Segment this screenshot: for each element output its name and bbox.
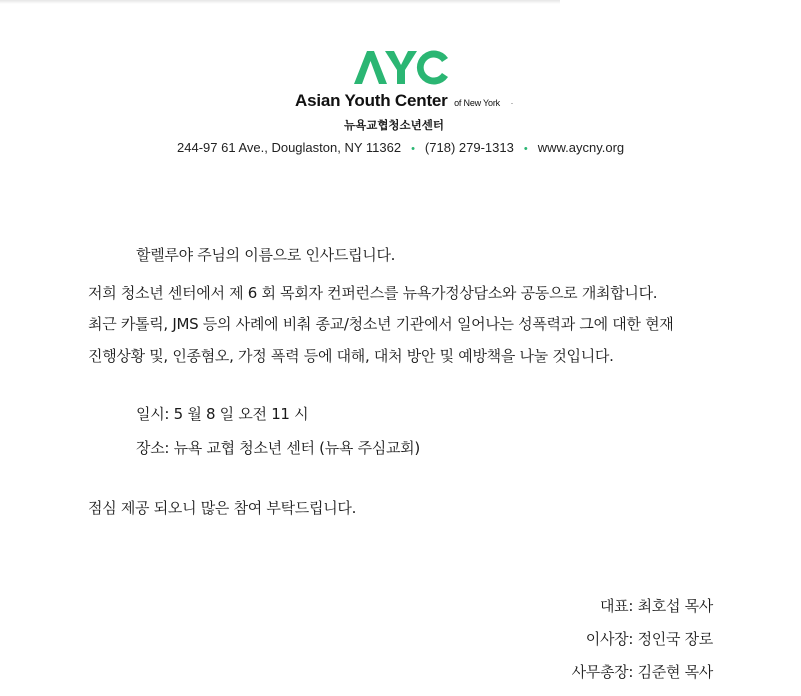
signature-chairman: 이사장: 정인국 장로 xyxy=(585,630,713,648)
org-name-suffix: of New York xyxy=(454,98,500,108)
org-name-text: Asian Youth Center xyxy=(295,91,448,110)
separator-dot: • xyxy=(523,143,528,155)
signature-secretary-general: 사무총장: 김준현 목사 xyxy=(571,663,713,681)
date-line: 일시: 5 월 8 일 오전 11 시 xyxy=(136,405,309,423)
greeting-line: 할렐루야 주님의 이름으로 인사드립니다. xyxy=(136,246,396,264)
org-korean-name: 뉴욕교협청소년센터 xyxy=(344,118,444,132)
separator-dot: • xyxy=(411,143,415,155)
body-line-1: 저희 청소년 센터에서 제 6 회 목회자 컨퍼런스를 뉴욕가정상담소와 공동으로 개최합니다. xyxy=(88,284,658,302)
body-line-2: 최근 카톨릭, JMS 등의 사례에 비춰 종교/청소년 기관에서 일어나는 성폭력과 그에 대한 현재 xyxy=(88,315,674,333)
closing-line: 점심 제공 되오니 많은 참여 부탁드립니다. xyxy=(88,499,357,517)
org-name xyxy=(295,91,513,111)
body-line-3: 진행상황 및, 인종혐오, 가정 폭력 등에 대해, 대처 방안 및 예방책을 나눌 것입니다. xyxy=(88,347,614,365)
org-dot: · xyxy=(510,98,514,108)
signature-representative: 대표: 최호섭 목사 xyxy=(599,597,713,615)
ayc-logo xyxy=(352,46,452,88)
contact-line xyxy=(177,140,624,155)
address: 244-97 61 Ave., Douglaston, NY 11362 xyxy=(177,140,402,155)
website: www.aycny.org xyxy=(537,140,625,155)
scan-edge xyxy=(0,0,560,4)
phone: (718) 279-1313 xyxy=(424,140,514,155)
place-line: 장소: 뉴욕 교협 청소년 센터 (뉴욕 주심교회) xyxy=(136,439,420,457)
